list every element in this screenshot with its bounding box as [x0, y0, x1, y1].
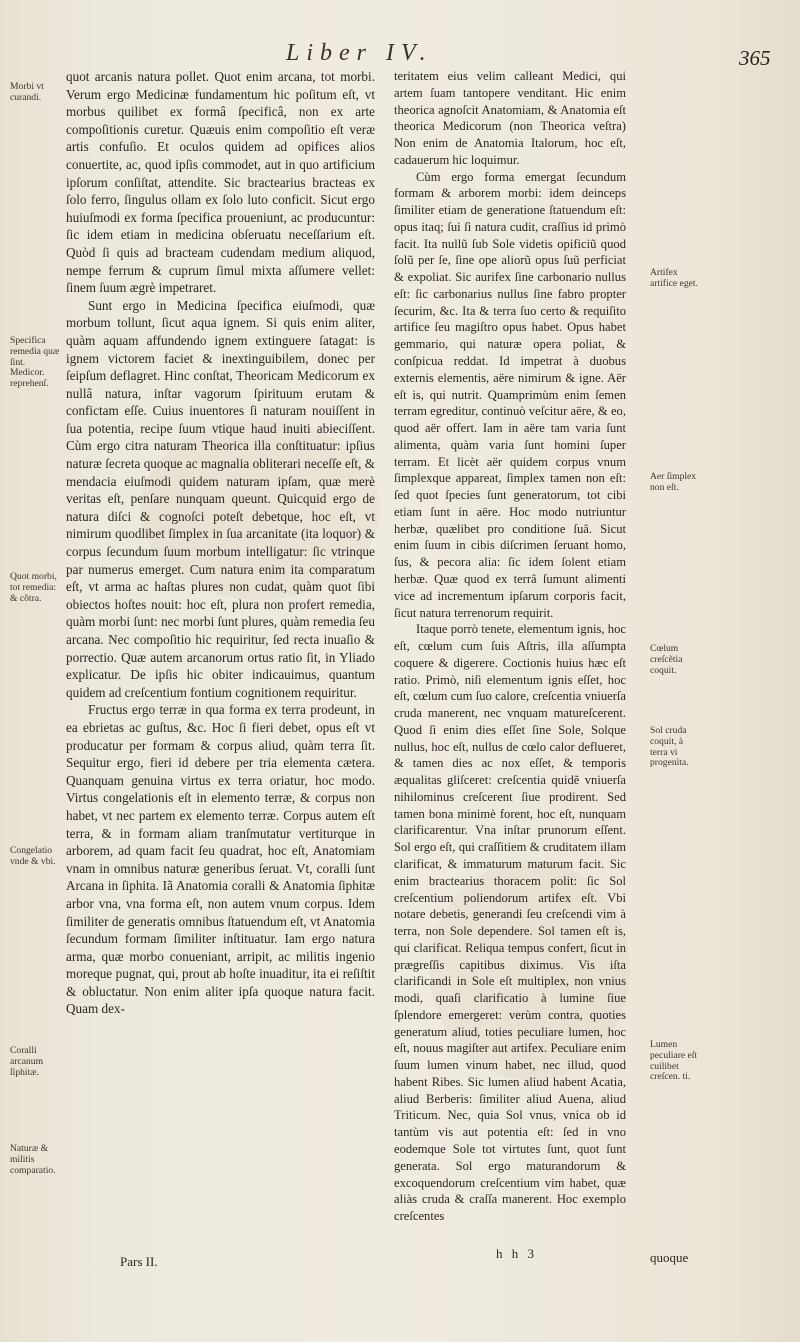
margin-gloss: Cœlum creſcẽtia coquit. [650, 643, 683, 676]
text-column-left [66, 68, 375, 1018]
margin-gloss: Artifex artifice eget. [650, 267, 698, 289]
margin-gloss: Coralli arcanum ſiphitæ. [10, 1045, 44, 1078]
part-label: Pars II. [120, 1254, 158, 1269]
signature-mark: h h 3 [496, 1246, 537, 1261]
margin-gloss: Specifica remedia quæ ſint. Medicor. reprehenſ. [10, 335, 60, 390]
margin-gloss: Lumen peculiare eſt cuilibet creſcen. ti. [650, 1039, 698, 1083]
margin-gloss: Naturæ & militis comparatio. [10, 1143, 56, 1176]
paragraph: Sunt ergo in Medicina ſpecifica eiuſmodi, quæ morbum tollunt, ſicut aqua ignem. Si quis enim aliter, quàm aquam affundendo ignem extinguere ſatagat: is ignem victorem faciet & inextinguibilem, donec per ſeipſum deflagret. Hinc conſtat, Theoricam Medicorum ex nullâ natura, inſtar vagorum ſpirituum erutam & confictam eſſe. Cuius inuentores ſi naturam nouiſſent in ſua potentia, recipe ſuum vtique haud inuiti abieciſſent. Cùm ergo citra naturam Theorica illa conſtituatur: ipſius naturæ ſecreta quoque ac magnalia obliterari neceſſe eſt, & mendacia eiuſmodi quidem naturam ipſam, quæ merè veritas eſt, penſare nunquam queunt. Quicquid ergo de natura diſci & cognoſci poteſt debetque, hoc eſt, vt nimirum quodlibet ſimplex in ſua arcanitate (ita loquor) & corpus ſecundum ſuum morbum intelligatur: ſic vtrinque par numerus emerget. Cum natura enim ita comparatum eſt, vt arma ac haſtas plures non cudat, quàm quot ſibi obiectos hoſtes nouit: hoc eſt, plura non profert remedia, quàm morbi ſunt: nec morbi ſunt plures, quàm remedia ſeu arcana. Nec compoſitio hic requiritur, ſed recta inuaſio & porrectio. Quæ autem arcanorum ortus ratio ſit, in Yliado explicatur. De ipſis hic obiter indicauimus, quantum quidem ad creſcentium fontium cognitionem requiritur. [66, 297, 375, 700]
page-number: 365 [739, 46, 771, 70]
margin-gloss: Quot morbi, tot remedia: & cõtra. [10, 571, 57, 604]
paragraph: teritatem eius velim calleant Medici, qui artem ſuam tantopere venditant. Hic enim theorica agnoſcit Anatomiam, & Anatomia eſt theorica Medicorum (non Theorica veſtra) Non enim de Anatomia Italorum, hoc eſt, cadauerum hic loquimur. [394, 69, 626, 167]
running-head: Liber IV. [286, 40, 433, 66]
margin-gloss: Morbi vt curandi. [10, 81, 44, 103]
margin-gloss: Congelatio vnde & vbi. [10, 845, 56, 867]
text-column-right [394, 68, 626, 1225]
paragraph: Cùm ergo forma emergat ſecundum formam & arborem morbi: idem deinceps ſimiliter etiam de generatione ſtatuendum eſt: opus itaq; ſui ſi natura cudit, craſſius id primò facit. Ita nullũ ſub Sole videtis opificiũ quod ſolũ per ſe, ſine ope aliorũ opus ſuũ perficiat & expoliat. Sic aurifex ſine carbonario nullus eſt: ſic carbonarius nullus ſine fabro propter ſecurim, &c. Ita & terra ſuo certo & requiſito artifice ſeu magiſtro opus habet. Opus habet gemmario, qui naturæ opera poliat, & conſpicua reddat. Id impetrat à duobus externis elementis, aëre nimirum & igne. Aër eſt is, qui nutrit. Quamprimùm enim ſemen terram egreditur, continuò veſcitur aëre, & eo, quod aër offert. Iam in aëre tam varia ſunt alimenta, quàm varia ſunt homini ſuper terram. Et licèt aër quidem corpus vnum ſimplexque appareat, ſimplex tamen non eſt: ſed quot ſpecies ſunt generatorum, tot cibi etiam ſunt in aëre. Hoc modo nutriuntur herbæ, quælibet pro conditione ſuâ. Sicut enim ſuum in cibis diſcrimen ſeruant homo, ſus, & pecora alia: ſic idem ſolent etiam herbæ. Quæ quod ex terrâ ſumunt alimenti vice ad incrementum ipſarum corporis facit, ſicut natura terrenorum requirit. [394, 169, 626, 620]
margin-gloss: Sol cruda coquit, à terra vi progenita. [650, 725, 689, 769]
margin-gloss: Aer ſimplex non eſt. [650, 471, 697, 493]
paragraph: quot arcanis natura pollet. Quot enim arcana, tot morbi. Verum ergo Medicinæ fundamentum hic poſitum eſt, vt morbus quilibet ex formâ ſpecificâ, non ex arte compoſitionis curetur. Quæuis enim compoſitio eſt veræ artis confuſio. Et oculos quidem ad opifices alios conuertite, ac, quod ipſis commodet, aut in quo artificium ipſorum conſiſtat, attendite. Sic bractearius bracteas ex ſolo ferro, ſingulus ollam ex ſolo luto conficit. Sicut ergo huiuſmodi ex forma ſpecifica proueniunt, ac producuntur: ſic idem etiam in medicina obſeruatu neceſſarium eſt. Quòd ſi quis ad bracteam cudendam medium aliquod, nempe ferrum & cuprum ſimul mixta aſſumere vellet: ſinem ſuum ægrè impetraret. [66, 69, 375, 296]
catchword: quoque [650, 1250, 689, 1265]
paragraph: Itaque porrò tenete, elementum ignis, hoc eſt, cœlum cum ſuis Aſtris, illa aſſumpta coquere & digerere. Coctionis huius hæc eſt ratio. Primò, niſi elementum ignis eſſet, hoc eſt, cœlum cum ſuo calore, creſcentia vniuerſa cruda manerent, nec vnquam matureſcerent. Quod ſi enim dies eſſet ſine Sole, Solque nullus, hoc eſt, nullus de cœlo calor deflueret, & tamen dies ac nox eſſet, & temporis æqualitas gliſceret: creſcentia quidẽ vniuerſa nihilominus creſcerent ſiue prodirent. Sed tamen bona minimè forent, hoc eſt, nunquam clarificarentur. Vna inſtar prunorum eſſent. Sol ergo eſt, qui craſſitiem & cruditatem illam clarificat, & immaturum maturum facit. Sic enim bractearius thoracem polit: ſic Sol creſcentium poliendorum artifex eſt. Vbi notare debetis, generandi ſeu creſcendi vim à terra, non Sole dependere. Sol tamen eſt is, qui clarificat. Reliqua tempus confert, ſicut in prægreſſis capitibus diximus. Vis iſta clarificandi in Sole eſt multiplex, non vnius modi, quaſi clarificatio à lumine ſiue ſplendore emergeret: verùm contra, quoties generatum aliud, toties peculiare lumen, hoc eſt, nouus magiſter aut artifex. Peculiare enim ſuum lumen vinum habet, nec illud, quod habent Ribes. Sic lumen aliud habent Acatia, aliud Berberis: ſimiliter aliud Auena, aliud Triticum. Nec, quia Sol vnus, vnica ob id tantùm vis aut potentia eſt: ſed in vno eodemque Sole tot virtutes ſunt, quot ſunt generata. Sol ergo maturandorum & excoquendorum creſcentium vim habet, quæ aliàs cruda & craſſa manerent. Hoc exemplo creſcentes [394, 622, 626, 1224]
paragraph: Fructus ergo terræ in qua forma ex terra prodeunt, in ea ebrietas ac guſtus, &c. Hoc ſi fieri debet, opus eſt vt producatur per formam & corpus aliud, quàm terra ſit. Sequitur ergo, fieri id debere per tria elementa cætera. Quanquam genuina virtus ex terra oriatur, hoc modo. Virtus congelationis eſt in elemento terræ, & corpus non habet, vt nec partem ex elemento terræ. Corpus autem eſt terra, & in formam aliam tranſmutatur vertiturque in arborem, ad quam facit ſeu quadrat, hoc eſt, Anatomiam vnam in omnibus naturæ generibus ſeruat. Vt, coralli ſunt Arcana in ſiphita. Iã Anatomia coralli & Anatomia ſiphitæ arbor vna, vna forma eſt, non autem vnum corpus. Idem ſimiliter de generatis omnibus ſtatuendum eſt, vt Anatomia ſecundum formam ſimiliter inſtituatur. Iam ergo natura arma, quæ morbo conueniant, arripit, ac militis ingenio moreque pugnat, qui, prout ab hoſte inuaditur, ita ei reſiſtit & obluctatur. Non enim aliter ipſa quoque natura facit. Quam dex- [66, 702, 375, 1017]
